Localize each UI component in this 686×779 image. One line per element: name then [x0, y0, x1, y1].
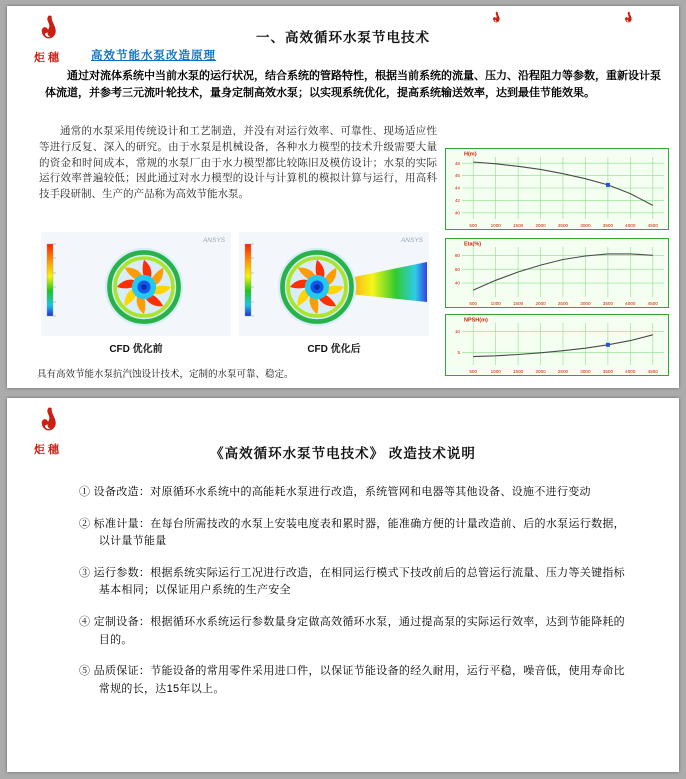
svg-text:1000: 1000	[490, 369, 501, 374]
svg-text:80: 80	[454, 252, 460, 258]
svg-text:NPSH(m): NPSH(m)	[464, 317, 488, 324]
mini-flame-stamp-icon	[621, 11, 635, 25]
svg-text:3000: 3000	[580, 301, 591, 306]
svg-text:4500: 4500	[647, 301, 658, 306]
svg-text:3500: 3500	[602, 369, 614, 374]
colorbar	[47, 244, 53, 316]
svg-text:500: 500	[469, 369, 478, 374]
list-item: ① 设备改造：对原循环水系统中的高能耗水泵进行改造，系统管网和电器等其他设备、设施不进行变动	[79, 486, 591, 498]
slide-1	[7, 6, 679, 388]
svg-text:4500: 4500	[647, 369, 658, 374]
list-item: ④ 定制设备：根据循环水系统运行参数量身定做高效循环水泵，通过提高泵的实际运行效率，达到节能降耗的目的。	[79, 615, 625, 646]
svg-text:48: 48	[454, 160, 460, 166]
cfd-after-figure	[239, 232, 429, 355]
cfd-after-label: CFD 优化后	[307, 344, 361, 355]
cfd-before-label: CFD 优化前	[109, 344, 163, 355]
slide1-title: 一、高效循环水泵节电技术	[256, 30, 430, 45]
svg-text:40: 40	[454, 210, 460, 216]
ansys-watermark: ANSYS	[202, 237, 225, 244]
list-item: ⑤ 品质保证：节能设备的常用零件采用进口件，以保证节能设备的经久耐用，运行平稳，噪音低，使用寿命比常规的长，达15年以上。	[79, 665, 625, 695]
svg-text:4000: 4000	[625, 301, 636, 306]
svg-text:4000: 4000	[625, 223, 636, 228]
slide2-title: 《高效循环水泵节电技术》 改造技术说明	[210, 446, 476, 461]
pump-efficiency-chart	[445, 238, 669, 308]
svg-text:500: 500	[469, 301, 478, 306]
svg-text:3000: 3000	[580, 369, 591, 374]
logo-text: 炬穗	[34, 52, 62, 64]
svg-text:1500: 1500	[512, 301, 524, 306]
svg-text:42: 42	[454, 198, 460, 203]
svg-text:4500: 4500	[647, 223, 658, 228]
svg-text:4000: 4000	[625, 369, 636, 374]
retrofit-notes-list	[79, 484, 625, 712]
ansys-watermark: ANSYS	[400, 237, 423, 244]
svg-text:2500: 2500	[557, 369, 569, 374]
cfd-before-image	[41, 232, 231, 336]
svg-text:60: 60	[454, 266, 460, 272]
svg-text:1500: 1500	[512, 369, 524, 374]
pump-head-chart	[445, 148, 669, 230]
svg-text:2000: 2000	[535, 301, 546, 306]
intro-paragraph: 通过对流体系统中当前水泵的运行状况，结合系统的管路特性，根据当前系统的流量、压力、沿程阻力等参数，重新设计泵体流道，并参考三元流叶轮技术，量身定制高效水泵；以实现系统优化，提高系统输送效率，达到最佳节能效果。	[45, 70, 661, 100]
svg-text:5: 5	[457, 350, 460, 355]
svg-text:H(m): H(m)	[464, 151, 477, 158]
slide-2	[7, 398, 679, 772]
svg-text:1000: 1000	[490, 223, 501, 228]
svg-text:2000: 2000	[535, 369, 546, 374]
cfd-before-figure	[41, 232, 231, 355]
svg-text:10: 10	[454, 329, 460, 334]
svg-text:1000: 1000	[490, 301, 501, 306]
svg-text:3500: 3500	[602, 223, 614, 228]
cfd-images-row	[41, 232, 429, 355]
svg-text:2500: 2500	[557, 301, 569, 306]
svg-text:44: 44	[454, 185, 460, 191]
svg-text:3000: 3000	[580, 223, 591, 228]
svg-text:46: 46	[454, 173, 460, 179]
pump-npsh-chart	[445, 314, 669, 376]
list-item: ③ 运行参数：根据系统实际运行工况进行改造，在相同运行模式下技改前后的总管运行流量、压力等关键指标基本相同；以保证用户系统的生产安全	[79, 566, 625, 597]
logo-text: 炬穗	[34, 444, 62, 456]
body-paragraph: 通常的水泵采用传统设计和工艺制造，并没有对运行效率、可靠性、现场适应性等进行反复、深入的研究。由于水泵是机械设备，各种水力模型的技术升级需要大量的资金和时间成本，常规的水泵厂由于水力模型都比较陈旧及模仿设计；水泵的实际运行效率普遍较低；因此通过对水力模型的设计与计算机的模拟计算与运行，用高科技手段研制、生产的产品称为高效节能水泵。	[39, 125, 437, 200]
colorbar	[245, 244, 251, 316]
svg-text:2000: 2000	[535, 223, 546, 228]
impeller-contour	[105, 248, 183, 326]
svg-text:3500: 3500	[602, 301, 614, 306]
mini-flame-stamp-icon	[489, 11, 503, 25]
footer-note: 具有高效节能水泵抗汽蚀设计技术，定制的水泵可靠、稳定。	[37, 369, 294, 380]
svg-text:500: 500	[469, 223, 478, 228]
impeller-contour	[278, 248, 356, 326]
list-item: ② 标准计量：在每台所需技改的水泵上安装电度表和累时器，能准确方便的计量改造前、后的水泵运行数据，以计量节能量	[79, 517, 625, 548]
section-heading: 高效节能水泵改造原理	[91, 50, 216, 62]
svg-text:40: 40	[454, 280, 460, 286]
cfd-after-image	[239, 232, 429, 336]
flame-logo-icon	[33, 406, 63, 436]
svg-text:1500: 1500	[512, 223, 524, 228]
svg-text:Eta(%): Eta(%)	[464, 241, 482, 248]
svg-text:2500: 2500	[557, 223, 569, 228]
